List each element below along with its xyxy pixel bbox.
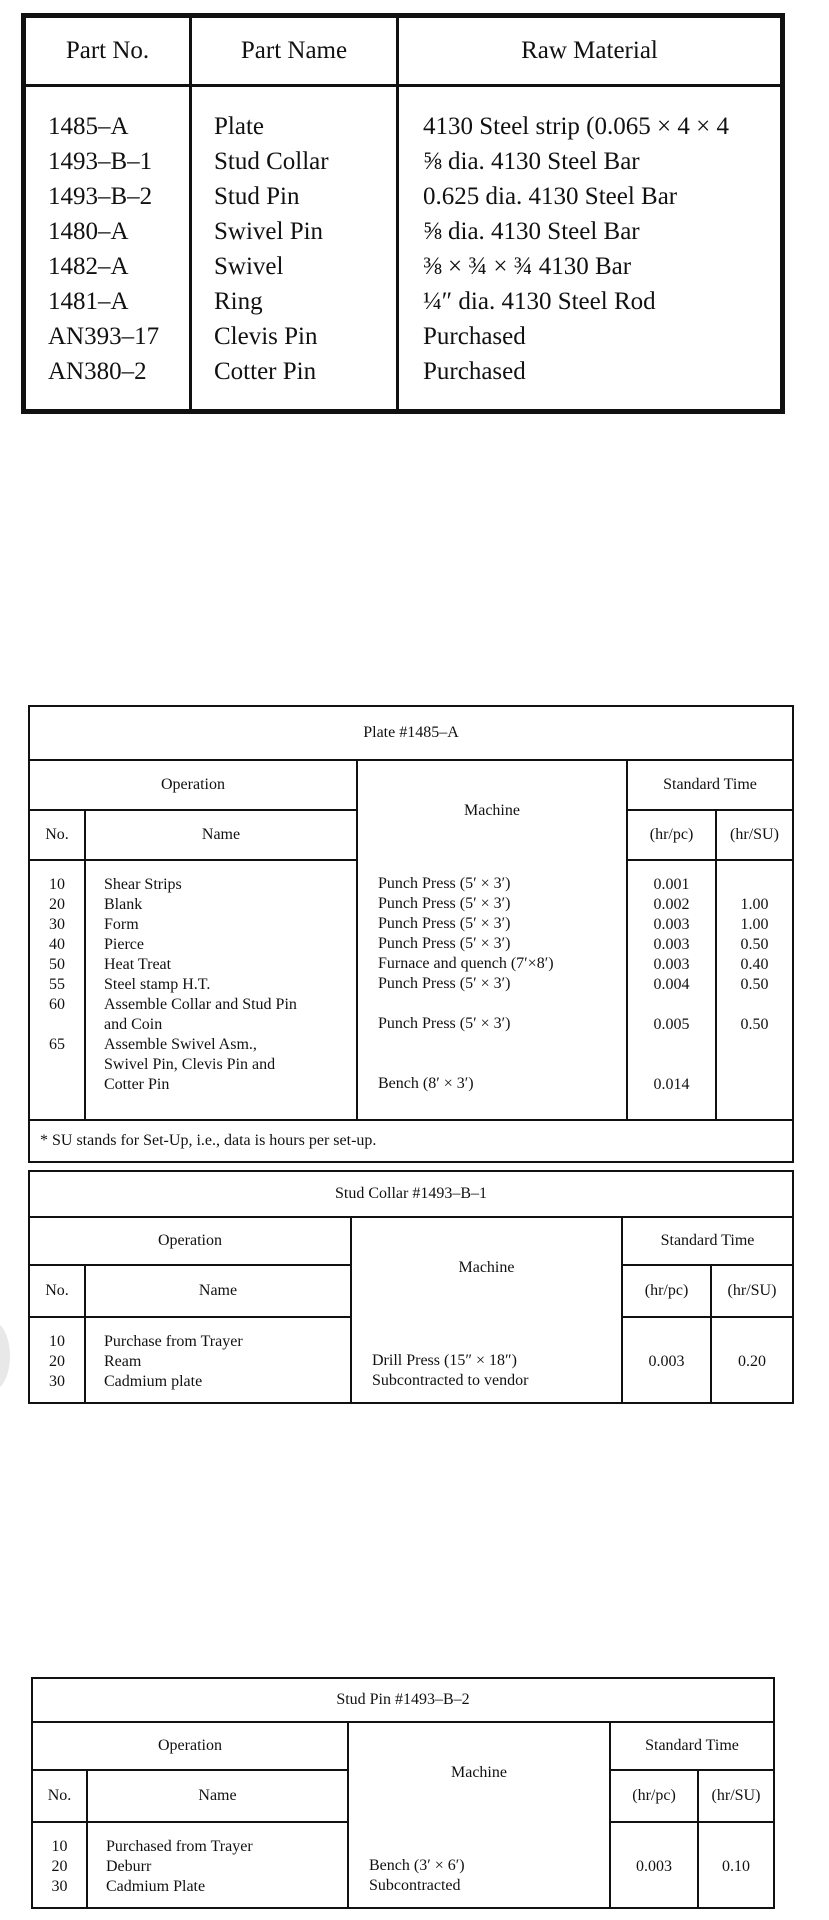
part-name-cell: Ring (191, 284, 398, 319)
no-header: No. (29, 1265, 85, 1317)
table-cell-line: Bench (8′ × 3′) (378, 1075, 474, 1092)
part-number-cell: 1485–A (24, 86, 191, 145)
table-cell-line (611, 1877, 697, 1897)
table-cell-line: Purchased from Trayer (106, 1838, 253, 1855)
operations-body (32, 1822, 774, 1908)
table-cell-line (30, 1055, 84, 1075)
table-cell-line: Deburr (106, 1858, 152, 1875)
parts-header-row (24, 16, 783, 86)
table-title: Plate #1485–A (29, 706, 793, 760)
table-cell-line: 10 (49, 876, 65, 893)
machine-header: Machine (351, 1217, 622, 1317)
parts-row (24, 86, 783, 145)
table-cell-line (699, 1877, 773, 1897)
hr-su-header: (hr/SU) (716, 810, 793, 860)
name-header: Name (85, 1265, 351, 1317)
table-cell-line: 50 (49, 956, 65, 973)
hr-su-values (716, 860, 793, 1120)
part-name-cell: Plate (191, 86, 398, 145)
hr-pc-values (627, 860, 716, 1120)
table-cell-line: 60 (49, 996, 65, 1013)
parts-row (24, 319, 783, 354)
table-cell-line: and Coin (104, 1016, 163, 1033)
operation-header: Operation (29, 760, 357, 810)
table-cell-line: Pierce (104, 936, 144, 953)
part-name-cell: Cotter Pin (191, 354, 398, 412)
table-cell-line: 55 (49, 976, 65, 993)
hr-pc-values (622, 1317, 711, 1403)
table-cell-line: 0.004 (653, 976, 690, 993)
table-cell-line: 0.005 (653, 1016, 690, 1033)
table-cell-line: 0.003 (636, 1858, 672, 1875)
machines (357, 860, 627, 1120)
part-number-cell: 1482–A (24, 249, 191, 284)
table-cell-line: 0.003 (648, 1353, 685, 1370)
table-cell-line: 0.003 (653, 936, 690, 953)
parts-table (21, 13, 785, 414)
table-cell-line: 0.40 (740, 956, 769, 973)
table-cell-line: 20 (49, 1353, 65, 1370)
part-number-cell: 1493–B–1 (24, 144, 191, 179)
hr-pc-header: (hr/pc) (622, 1265, 711, 1317)
table-cell-line: Steel stamp H.T. (104, 976, 211, 993)
table-cell-line (628, 995, 715, 1015)
machines (348, 1822, 610, 1908)
parts-row (24, 144, 783, 179)
table-cell-line: Shear Strips (104, 876, 182, 893)
table-cell-line: Assemble Swivel Asm., (104, 1036, 257, 1053)
table-cell-line: 0.10 (722, 1858, 750, 1875)
table-cell-line: 10 (51, 1838, 68, 1855)
stud-pin-operations-table (31, 1677, 775, 1909)
raw-material-header: Raw Material (398, 16, 783, 86)
plate-operations-table (28, 705, 794, 1163)
raw-material-cell: 4130 Steel strip (0.065 × 4 × 4 (423, 113, 729, 140)
raw-material-cell: Purchased (423, 323, 526, 350)
table-cell-line (628, 1055, 715, 1075)
standard-time-header: Standard Time (627, 760, 793, 810)
table-cell-line: 0.003 (653, 956, 690, 973)
table-cell-line: 0.50 (740, 936, 769, 953)
operations-body (29, 1317, 793, 1403)
table-cell-line (628, 1035, 715, 1055)
table-cell-line: Purchase from Trayer (104, 1333, 243, 1350)
table-cell-line: 0.20 (738, 1353, 766, 1370)
table-cell-line: Punch Press (5′ × 3′) (378, 935, 511, 952)
standard-time-header: Standard Time (610, 1722, 774, 1770)
table-cell-line: Punch Press (5′ × 3′) (378, 975, 511, 992)
table-cell-line: Blank (104, 896, 143, 913)
raw-material-cell: ⅝ dia. 4130 Steel Bar (423, 218, 640, 245)
raw-material-cell: ¼″ dia. 4130 Steel Rod (423, 288, 656, 315)
table-cell-line: Ream (104, 1353, 142, 1370)
table-cell-line: Bench (3′ × 6′) (369, 1857, 465, 1874)
table-cell-line: 20 (49, 896, 65, 913)
table-cell-line (717, 875, 792, 895)
part-number-cell: 1481–A (24, 284, 191, 319)
table-cell-line: Swivel Pin, Clevis Pin and (104, 1056, 276, 1073)
table-cell-line (378, 1054, 626, 1074)
table-cell-line (623, 1332, 710, 1352)
table-cell-line: Furnace and quench (7′×8′) (378, 955, 554, 972)
table-cell-line: 0.014 (653, 1076, 690, 1093)
operation-header: Operation (32, 1722, 348, 1770)
table-title: Stud Collar #1493–B–1 (29, 1171, 793, 1217)
table-cell-line (712, 1372, 792, 1392)
part-name-cell: Swivel (191, 249, 398, 284)
table-cell-line: 40 (49, 936, 65, 953)
part-number-cell: AN380–2 (24, 354, 191, 412)
table-cell-line (717, 1075, 792, 1095)
hr-su-values (698, 1822, 774, 1908)
part-number-cell: AN393–17 (24, 319, 191, 354)
table-cell-line (699, 1837, 773, 1857)
raw-material-cell: 0.625 dia. 4130 Steel Bar (423, 183, 678, 210)
table-cell-line (717, 1055, 792, 1075)
table-cell-line: 30 (49, 916, 65, 933)
table-cell-line: 65 (49, 1036, 65, 1053)
parts-row (24, 249, 783, 284)
part-name-cell: Stud Pin (191, 179, 398, 214)
operations-body (29, 860, 793, 1120)
table-cell-line: 0.50 (740, 1016, 769, 1033)
table-cell-line: 1.00 (740, 916, 769, 933)
part-no-header: Part No. (24, 16, 191, 86)
operation-header: Operation (29, 1217, 351, 1265)
hr-su-header: (hr/SU) (711, 1265, 793, 1317)
parts-row (24, 214, 783, 249)
table-cell-line: Cadmium Plate (106, 1878, 206, 1895)
table-cell-line: Punch Press (5′ × 3′) (378, 1015, 511, 1032)
table-cell-line: Cadmium plate (104, 1373, 203, 1390)
part-name-cell: Clevis Pin (191, 319, 398, 354)
table-cell-line: 30 (49, 1373, 65, 1390)
table-cell-line (369, 1836, 609, 1856)
part-name-cell: Stud Collar (191, 144, 398, 179)
stud-collar-operations-table (28, 1170, 794, 1404)
operation-names (85, 1317, 351, 1403)
part-name-cell: Swivel Pin (191, 214, 398, 249)
no-header: No. (32, 1770, 87, 1822)
hr-su-header: (hr/SU) (698, 1770, 774, 1822)
raw-material-cell: ⅝ dia. 4130 Steel Bar (423, 148, 640, 175)
table-cell-line: Punch Press (5′ × 3′) (378, 915, 511, 932)
footnote: * SU stands for Set-Up, i.e., data is hours per set-up. (29, 1120, 793, 1162)
parts-row (24, 354, 783, 412)
no-header: No. (29, 810, 85, 860)
name-header: Name (87, 1770, 348, 1822)
table-cell-line (30, 1015, 84, 1035)
table-cell-line (378, 994, 626, 1014)
machine-header: Machine (357, 760, 627, 860)
hr-pc-values (610, 1822, 698, 1908)
table-cell-line: 0.003 (653, 916, 690, 933)
name-header: Name (85, 810, 357, 860)
table-cell-line (378, 1034, 626, 1054)
table-cell-line: 1.00 (740, 896, 769, 913)
table-cell-line: 10 (49, 1333, 65, 1350)
hr-su-values (711, 1317, 793, 1403)
table-cell-line (372, 1331, 621, 1351)
operation-names (87, 1822, 348, 1908)
parts-row (24, 179, 783, 214)
table-cell-line: 0.002 (653, 896, 690, 913)
table-cell-line (30, 1075, 84, 1095)
table-cell-line (717, 1035, 792, 1055)
machine-header: Machine (348, 1722, 610, 1822)
operation-names (85, 860, 357, 1120)
table-cell-line (623, 1372, 710, 1392)
table-cell-line: Punch Press (5′ × 3′) (378, 875, 511, 892)
table-cell-line: Drill Press (15″ × 18″) (372, 1352, 518, 1369)
raw-material-cell: ⅜ × ¾ × ¾ 4130 Bar (423, 253, 632, 280)
table-cell-line: Punch Press (5′ × 3′) (378, 895, 511, 912)
table-cell-line: Subcontracted (369, 1877, 461, 1894)
operation-numbers (32, 1822, 87, 1908)
page-edge-shadow (0, 1322, 10, 1390)
table-cell-line: 0.50 (740, 976, 769, 993)
hr-pc-header: (hr/pc) (610, 1770, 698, 1822)
table-title: Stud Pin #1493–B–2 (32, 1678, 774, 1722)
standard-time-header: Standard Time (622, 1217, 793, 1265)
table-cell-line: Form (104, 916, 139, 933)
table-cell-line: Heat Treat (104, 956, 172, 973)
raw-material-cell: Purchased (423, 358, 526, 385)
operation-numbers (29, 860, 85, 1120)
parts-row (24, 284, 783, 319)
table-cell-line: 20 (51, 1858, 68, 1875)
table-cell-line (717, 995, 792, 1015)
part-number-cell: 1480–A (24, 214, 191, 249)
operation-numbers (29, 1317, 85, 1403)
table-cell-line (611, 1837, 697, 1857)
table-cell-line: 0.001 (653, 876, 690, 893)
table-cell-line: 30 (51, 1878, 68, 1895)
part-name-header: Part Name (191, 16, 398, 86)
part-number-cell: 1493–B–2 (24, 179, 191, 214)
table-cell-line: Subcontracted to vendor (372, 1372, 529, 1389)
table-cell-line (712, 1332, 792, 1352)
table-cell-line: Assemble Collar and Stud Pin (104, 996, 297, 1013)
machines (351, 1317, 622, 1403)
table-cell-line: Cotter Pin (104, 1076, 170, 1093)
hr-pc-header: (hr/pc) (627, 810, 716, 860)
